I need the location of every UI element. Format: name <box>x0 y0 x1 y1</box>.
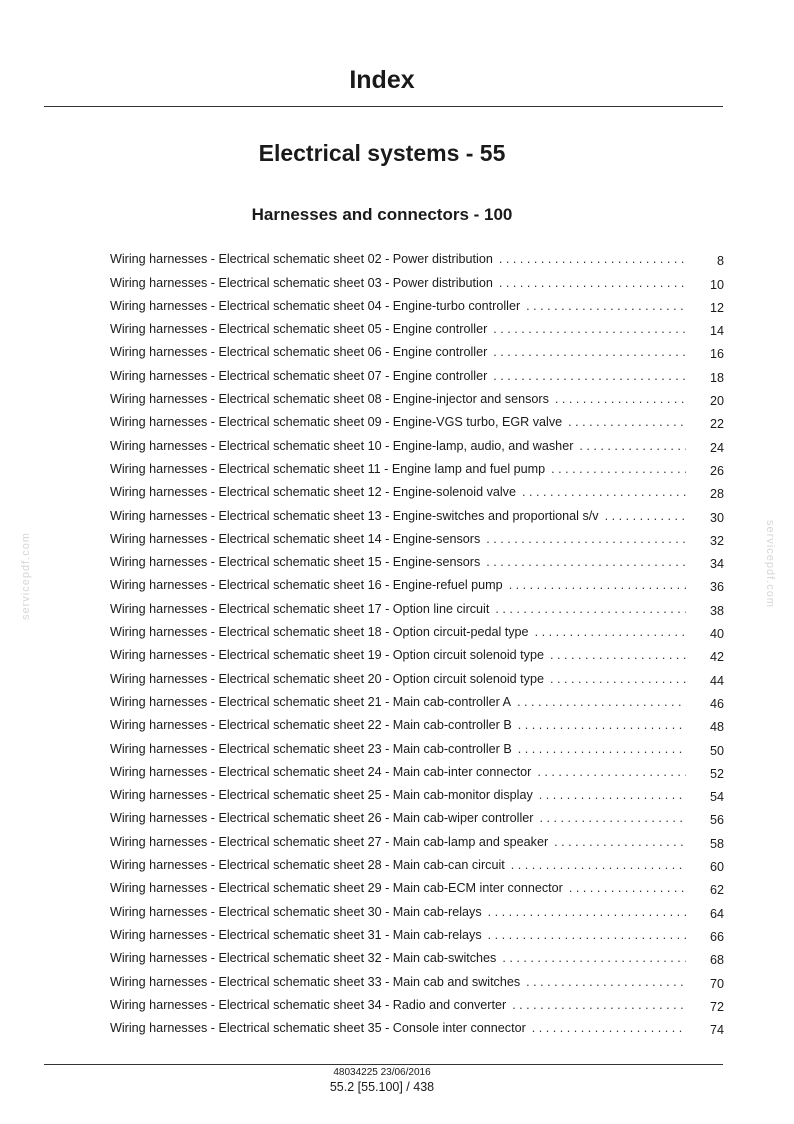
toc-entry[interactable] <box>110 802 724 828</box>
toc-entry[interactable] <box>110 849 724 875</box>
toc-entry[interactable] <box>110 453 724 476</box>
toc-entry-title: Wiring harnesses - Electrical schematic sheet 35 - Console inter connector <box>110 1021 526 1036</box>
toc-entry-title: Wiring harnesses - Electrical schematic sheet 22 - Main cab-controller B <box>110 718 512 733</box>
toc-entry-title: Wiring harnesses - Electrical schematic sheet 20 - Option circuit solenoid type <box>110 671 544 686</box>
toc-dot-leader <box>539 788 686 802</box>
toc-dot-leader <box>499 276 686 290</box>
toc-entry[interactable] <box>110 895 724 921</box>
toc-entry-page: 24 <box>709 440 724 455</box>
footer-page-reference: 55.2 [55.100] / 438 <box>329 1080 435 1094</box>
toc-entry[interactable] <box>110 429 724 455</box>
toc-entry-page: 32 <box>709 533 724 548</box>
toc-entry[interactable] <box>110 1012 724 1038</box>
toc-entry-page: 70 <box>709 976 724 991</box>
toc-entry-page: 36 <box>709 580 724 595</box>
toc-dot-leader <box>495 602 686 616</box>
toc-entry-title: Wiring harnesses - Electrical schematic sheet 33 - Main cab and switches <box>110 974 521 989</box>
header-divider <box>44 106 723 107</box>
toc-dot-leader <box>568 415 686 429</box>
toc-entry-title: Wiring harnesses - Electrical schematic sheet 27 - Main cab-lamp and speaker <box>110 834 549 849</box>
toc-entry-title: Wiring harnesses - Electrical schematic sheet 07 - Engine controller <box>110 368 488 383</box>
toc-dot-leader <box>551 462 686 476</box>
subsection-title: Harnesses and connectors - 100 <box>251 205 513 224</box>
toc-entry-title: Wiring harnesses - Electrical schematic sheet 09 - Engine-VGS turbo, EGR valve <box>110 415 563 430</box>
toc-entry-title: Wiring harnesses - Electrical schematic sheet 29 - Main cab-ECM inter connector <box>110 881 563 896</box>
toc-entry-title: Wiring harnesses - Electrical schematic sheet 31 - Main cab-relays <box>110 927 482 942</box>
toc-dot-leader <box>579 439 686 453</box>
toc-entry[interactable] <box>110 872 724 898</box>
toc-dot-leader <box>537 765 686 779</box>
toc-entry-title: Wiring harnesses - Electrical schematic sheet 26 - Main cab-wiper controller <box>110 811 534 826</box>
toc-entry-title: Wiring harnesses - Electrical schematic sheet 19 - Option circuit solenoid type <box>110 648 544 663</box>
toc-entry-page: 26 <box>709 463 724 478</box>
page-title: Index <box>349 66 415 94</box>
toc-entry-page: 10 <box>709 277 724 292</box>
toc-entry-title: Wiring harnesses - Electrical schematic sheet 16 - Engine-refuel pump <box>110 578 503 593</box>
toc-entry[interactable] <box>110 825 724 851</box>
toc-entry-title: Wiring harnesses - Electrical schematic sheet 21 - Main cab-controller A <box>110 694 512 709</box>
toc-entry-page: 34 <box>709 557 724 572</box>
toc-entry-page: 44 <box>709 673 724 688</box>
section-title: Electrical systems - 55 <box>258 140 506 166</box>
toc-entry-title: Wiring harnesses - Electrical schematic sheet 10 - Engine-lamp, audio, and washer <box>110 438 574 453</box>
toc-entry-title: Wiring harnesses - Electrical schematic sheet 02 - Power distribution <box>110 252 493 267</box>
toc-entry-page: 42 <box>709 650 724 665</box>
toc-entry[interactable] <box>110 989 724 1012</box>
toc-dot-leader <box>569 881 686 895</box>
toc-entry-title: Wiring harnesses - Electrical schematic sheet 13 - Engine-switches and proportional s/v <box>110 508 599 523</box>
toc-entry[interactable] <box>110 592 724 618</box>
toc-entry[interactable] <box>110 965 724 991</box>
toc-entry-title: Wiring harnesses - Electrical schematic sheet 30 - Main cab-relays <box>110 904 482 919</box>
toc-dot-leader <box>512 998 686 1012</box>
toc-entry-page: 74 <box>709 1023 724 1038</box>
toc-dot-leader <box>518 718 686 732</box>
footer-divider <box>44 1064 723 1065</box>
toc-entry[interactable] <box>110 266 724 292</box>
toc-entry-page: 20 <box>709 394 724 409</box>
toc-entry-page: 48 <box>709 720 724 735</box>
toc-dot-leader <box>532 1021 686 1035</box>
toc-entry-page: 64 <box>709 906 724 921</box>
toc-dot-leader <box>522 485 686 499</box>
toc-entry[interactable] <box>110 709 724 735</box>
toc-entry-page: 66 <box>709 929 724 944</box>
toc-entry-page: 8 <box>716 254 724 269</box>
toc-entry-page: 14 <box>709 324 724 339</box>
toc-entry-title: Wiring harnesses - Electrical schematic sheet 24 - Main cab-inter connector <box>110 764 532 779</box>
toc-entry-page: 52 <box>709 766 724 781</box>
toc-entry-title: Wiring harnesses - Electrical schematic sheet 04 - Engine-turbo controller <box>110 298 521 313</box>
toc-entry-title: Wiring harnesses - Electrical schematic sheet 28 - Main cab-can circuit <box>110 858 505 873</box>
toc-entry-page: 16 <box>709 347 724 362</box>
toc-entry-title: Wiring harnesses - Electrical schematic sheet 17 - Option line circuit <box>110 601 490 616</box>
toc-entry-page: 72 <box>709 999 724 1014</box>
toc-dot-leader <box>535 625 686 639</box>
toc-entry[interactable] <box>110 639 724 665</box>
toc-dot-leader <box>518 742 686 756</box>
toc-entry[interactable] <box>110 546 724 572</box>
toc-entry[interactable] <box>110 569 724 595</box>
toc-entry-page: 54 <box>709 790 724 805</box>
toc-entry[interactable] <box>110 523 724 546</box>
toc-dot-leader <box>488 905 686 919</box>
toc-entry[interactable] <box>110 406 724 432</box>
toc-entry-page: 68 <box>709 953 724 968</box>
toc-entry-page: 62 <box>709 883 724 898</box>
toc-entry[interactable] <box>110 756 724 779</box>
toc-entry[interactable] <box>110 662 724 688</box>
toc-entry[interactable] <box>110 919 724 942</box>
toc-list <box>110 243 724 1038</box>
toc-dot-leader <box>554 835 686 849</box>
toc-dot-leader <box>509 578 686 592</box>
toc-entry[interactable] <box>110 616 724 642</box>
toc-entry-title: Wiring harnesses - Electrical schematic sheet 11 - Engine lamp and fuel pump <box>110 461 546 476</box>
toc-dot-leader <box>488 928 686 942</box>
toc-dot-leader <box>511 858 686 872</box>
toc-entry[interactable] <box>110 290 724 313</box>
toc-entry-title: Wiring harnesses - Electrical schematic sheet 15 - Engine-sensors <box>110 555 481 570</box>
toc-entry-page: 22 <box>709 417 724 432</box>
toc-entry-title: Wiring harnesses - Electrical schematic sheet 32 - Main cab-switches <box>110 951 497 966</box>
toc-entry[interactable] <box>110 686 724 709</box>
toc-entry-page: 18 <box>709 370 724 385</box>
toc-entry-page: 58 <box>709 836 724 851</box>
toc-entry-title: Wiring harnesses - Electrical schematic sheet 06 - Engine controller <box>110 345 488 360</box>
watermark-right: servicepdf.com <box>764 520 776 608</box>
toc-dot-leader <box>555 392 686 406</box>
toc-entry-page: 30 <box>709 510 724 525</box>
toc-entry[interactable] <box>110 313 724 339</box>
toc-entry-page: 38 <box>709 603 724 618</box>
toc-entry-title: Wiring harnesses - Electrical schematic sheet 14 - Engine-sensors <box>110 531 481 546</box>
toc-entry-page: 40 <box>709 627 724 642</box>
toc-entry-title: Wiring harnesses - Electrical schematic sheet 18 - Option circuit-pedal type <box>110 625 529 640</box>
toc-entry[interactable] <box>110 499 724 525</box>
toc-entry[interactable] <box>110 383 724 409</box>
toc-dot-leader <box>605 509 686 523</box>
toc-dot-leader <box>486 555 686 569</box>
toc-dot-leader <box>526 299 686 313</box>
toc-dot-leader <box>486 532 686 546</box>
toc-entry-page: 50 <box>709 743 724 758</box>
toc-entry-title: Wiring harnesses - Electrical schematic sheet 25 - Main cab-monitor display <box>110 788 533 803</box>
toc-entry-title: Wiring harnesses - Electrical schematic sheet 03 - Power distribution <box>110 275 493 290</box>
toc-dot-leader <box>539 811 686 825</box>
toc-entry-page: 28 <box>709 487 724 502</box>
toc-dot-leader <box>499 252 686 266</box>
toc-dot-leader <box>493 369 686 383</box>
toc-dot-leader <box>502 951 686 965</box>
toc-dot-leader <box>493 322 686 336</box>
toc-entry-title: Wiring harnesses - Electrical schematic sheet 08 - Engine-injector and sensors <box>110 392 549 407</box>
toc-entry[interactable] <box>110 732 724 758</box>
toc-entry-title: Wiring harnesses - Electrical schematic sheet 23 - Main cab-controller B <box>110 741 512 756</box>
toc-entry[interactable] <box>110 243 724 269</box>
toc-entry[interactable] <box>110 942 724 968</box>
toc-entry-title: Wiring harnesses - Electrical schematic sheet 34 - Radio and converter <box>110 997 507 1012</box>
toc-dot-leader <box>550 672 686 686</box>
toc-entry-page: 56 <box>709 813 724 828</box>
toc-entry-page: 60 <box>709 860 724 875</box>
toc-entry[interactable] <box>110 336 724 362</box>
footer-doc-reference: 48034225 23/06/2016 <box>333 1067 431 1078</box>
toc-entry-page: 46 <box>709 696 724 711</box>
toc-dot-leader <box>517 695 686 709</box>
toc-dot-leader <box>550 648 686 662</box>
toc-entry[interactable] <box>110 779 724 805</box>
toc-entry[interactable] <box>110 359 724 385</box>
toc-dot-leader <box>493 345 686 359</box>
toc-entry-page: 12 <box>709 300 724 315</box>
toc-entry-title: Wiring harnesses - Electrical schematic sheet 05 - Engine controller <box>110 322 488 337</box>
toc-entry-title: Wiring harnesses - Electrical schematic sheet 12 - Engine-solenoid valve <box>110 485 516 500</box>
watermark-left: servicepdf.com <box>20 532 32 620</box>
toc-dot-leader <box>526 975 686 989</box>
toc-entry[interactable] <box>110 476 724 502</box>
